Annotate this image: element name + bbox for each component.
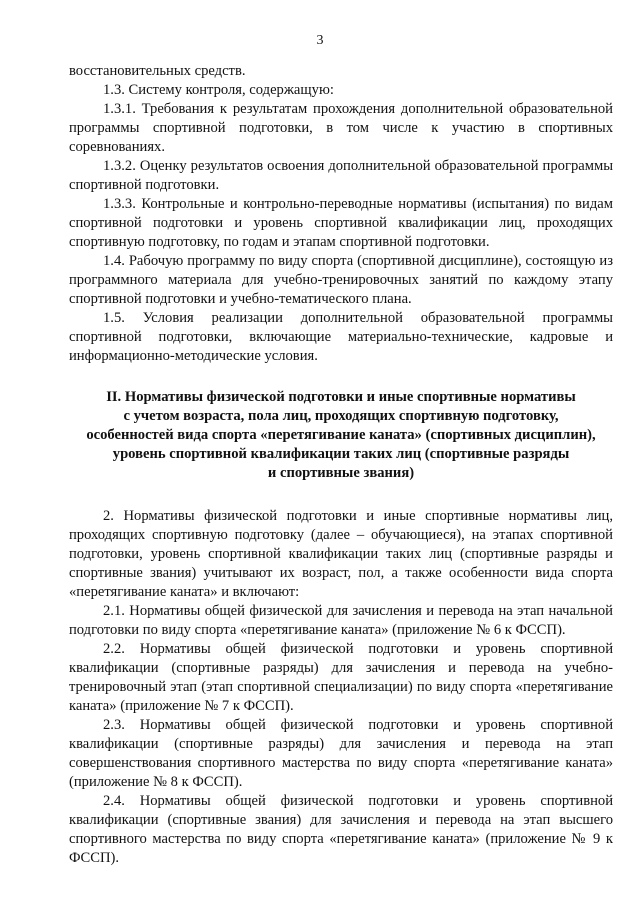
paragraph-continuation: восстановительных средств. [69, 63, 246, 79]
section-title-line: II. Нормативы физической подготовки и иные спортивные нормативы [106, 389, 576, 405]
paragraph-2: 2. Нормативы физической подготовки и иные спортивные нормативы лиц, проходящих спортивную подготовку (далее – обучающиеся), на этапах спортивной подготовки, уровень спортивной квалификации таких лиц (спортивные разряды и спортивные звания) учитывают их возраст, пол, а также особенности вида спорта «перетягивание каната» и включают: [69, 508, 613, 600]
paragraph-2-4: 2.4. Нормативы общей физической подготовки и уровень спортивной квалификации (спортивные звания) для зачисления и перевода на этап высшего спортивного мастерства по виду спорта «перетягивание каната» (приложение № 9 к ФССП). [69, 793, 613, 866]
paragraph-2-2: 2.2. Нормативы общей физической подготовки и уровень спортивной квалификации (спортивные разряды) для зачисления и перевода на учебно-тренировочный этап (этап спортивной специализации) по виду спорта «перетягивание каната» (приложение № 7 к ФССП). [69, 641, 613, 714]
paragraph-1-3: 1.3. Систему контроля, содержащую: [103, 82, 334, 98]
paragraph-1-3-3: 1.3.3. Контрольные и контрольно-переводные нормативы (испытания) по видам спортивной подготовки и уровень спортивной квалификации лиц, проходящих спортивную подготовку, по годам и этапам спортивной подготовки. [69, 196, 613, 250]
section-title-line: и спортивные звания) [267, 465, 415, 481]
section-title [69, 388, 613, 483]
paragraph-1-5: 1.5. Условия реализации дополнительной образовательной программы спортивной подготовки, включающие материально-технические, кадровые и информационно-методические условия. [69, 310, 613, 364]
paragraph-2-1: 2.1. Нормативы общей физической для зачисления и перевода на этап начальной подготовки по виду спорта «перетягивание каната» (приложение № 6 к ФССП). [69, 603, 613, 638]
section-title-line: с учетом возраста, пола лиц, проходящих спортивную подготовку, [123, 408, 559, 424]
section-title-line: особенностей вида спорта «перетягивание каната» (спортивных дисциплин), [86, 427, 596, 443]
paragraph-1-4: 1.4. Рабочую программу по виду спорта (спортивной дисциплине), состоящую из программного материала для учебно-тренировочных занятий по каждому этапу спортивной подготовки и учебно-тематического плана. [69, 253, 613, 307]
paragraph-1-3-1: 1.3.1. Требования к результатам прохождения дополнительной образовательной программы спортивной подготовки, в том числе к участию в спортивных соревнованиях. [69, 101, 613, 155]
section-title-line: уровень спортивной квалификации таких лиц (спортивные разряды [112, 446, 570, 462]
document-body [69, 62, 613, 868]
paragraph-1-3-2: 1.3.2. Оценку результатов освоения дополнительной образовательной программы спортивной подготовки. [69, 158, 613, 193]
page-number: 3 [316, 33, 324, 48]
paragraph-2-3: 2.3. Нормативы общей физической подготовки и уровень спортивной квалификации (спортивные разряды) для зачисления и перевода на этап совершенствования спортивного мастерства по виду спорта «перетягивание каната» (приложение № 8 к ФССП). [69, 717, 613, 790]
